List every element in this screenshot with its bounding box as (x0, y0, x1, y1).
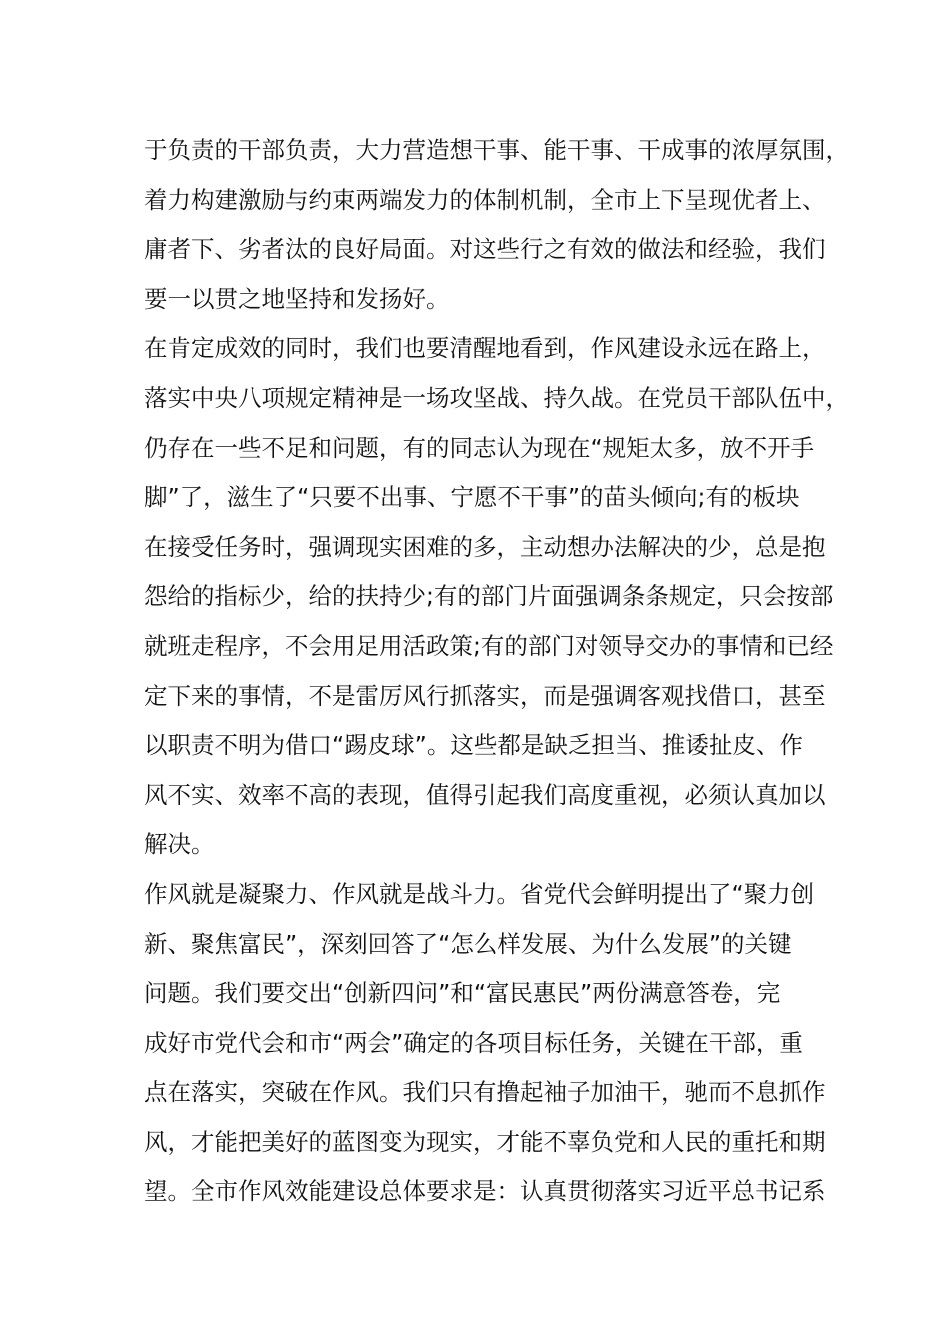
text-line: 于负责的干部负责，大力营造想干事、能干事、干成事的浓厚氛围， (144, 136, 849, 164)
text-line: 就班走程序，不会用足用活政策;有的部门对领导交办的事情和已经 (144, 631, 834, 660)
text-line: 点在落实，突破在作风。我们只有撸起袖子加油干，驰而不息抓作 (144, 1078, 826, 1107)
text-line: 脚”了，滋生了“只要不出事、宁愿不干事”的苗头倾向;有的板块 (144, 483, 800, 512)
text-line: 仍存在一些不足和问题，有的同志认为现在“规矩太多，放不开手 (144, 433, 815, 462)
text-line: 作风就是凝聚力、作风就是战斗力。省党代会鲜明提出了“聚力创 (144, 879, 815, 908)
text-line: 落实中央八项规定精神是一场攻坚战、持久战。在党员干部队伍中， (144, 383, 849, 412)
paragraph-1 (144, 126, 849, 324)
paragraph-2 (144, 324, 849, 870)
paragraph-3 (144, 870, 826, 1217)
text-line: 庸者下、劣者汰的良好局面。对这些行之有效的做法和经验，我们 (144, 235, 826, 264)
text-line: 成好市党代会和市“两会”确定的各项目标任务，关键在干部，重 (144, 1028, 803, 1057)
text-line: 望。全市作风效能建设总体要求是：认真贯彻落实习近平总书记系 (144, 1177, 826, 1206)
document-body (144, 126, 849, 1217)
text-line: 风不实、效率不高的表现，值得引起我们高度重视，必须认真加以 (144, 780, 826, 809)
text-line: 新、聚焦富民”，深刻回答了“怎么样发展、为什么发展”的关键 (144, 929, 792, 958)
text-line: 在接受任务时，强调现实困难的多，主动想办法解决的少，总是抱 (144, 532, 826, 561)
text-line: 定下来的事情，不是雷厉风行抓落实，而是强调客观找借口，甚至 (144, 681, 826, 710)
text-line: 要一以贯之地坚持和发扬好。 (144, 284, 450, 313)
text-line: 风，才能把美好的蓝图变为现实，才能不辜负党和人民的重托和期 (144, 1127, 826, 1156)
text-line: 着力构建激励与约束两端发力的体制机制，全市上下呈现优者上、 (144, 185, 826, 214)
text-line: 问题。我们要交出“创新四问”和“富民惠民”两份满意答卷，完 (144, 979, 781, 1008)
text-line: 怨给的指标少，给的扶持少;有的部门片面强调条条规定，只会按部 (144, 582, 834, 611)
text-line: 解决。 (144, 830, 215, 859)
text-line: 在肯定成效的同时，我们也要清醒地看到，作风建设永远在路上， (144, 334, 826, 363)
text-line: 以职责不明为借口“踢皮球”。这些都是缺乏担当、推诿扯皮、作 (144, 731, 803, 760)
